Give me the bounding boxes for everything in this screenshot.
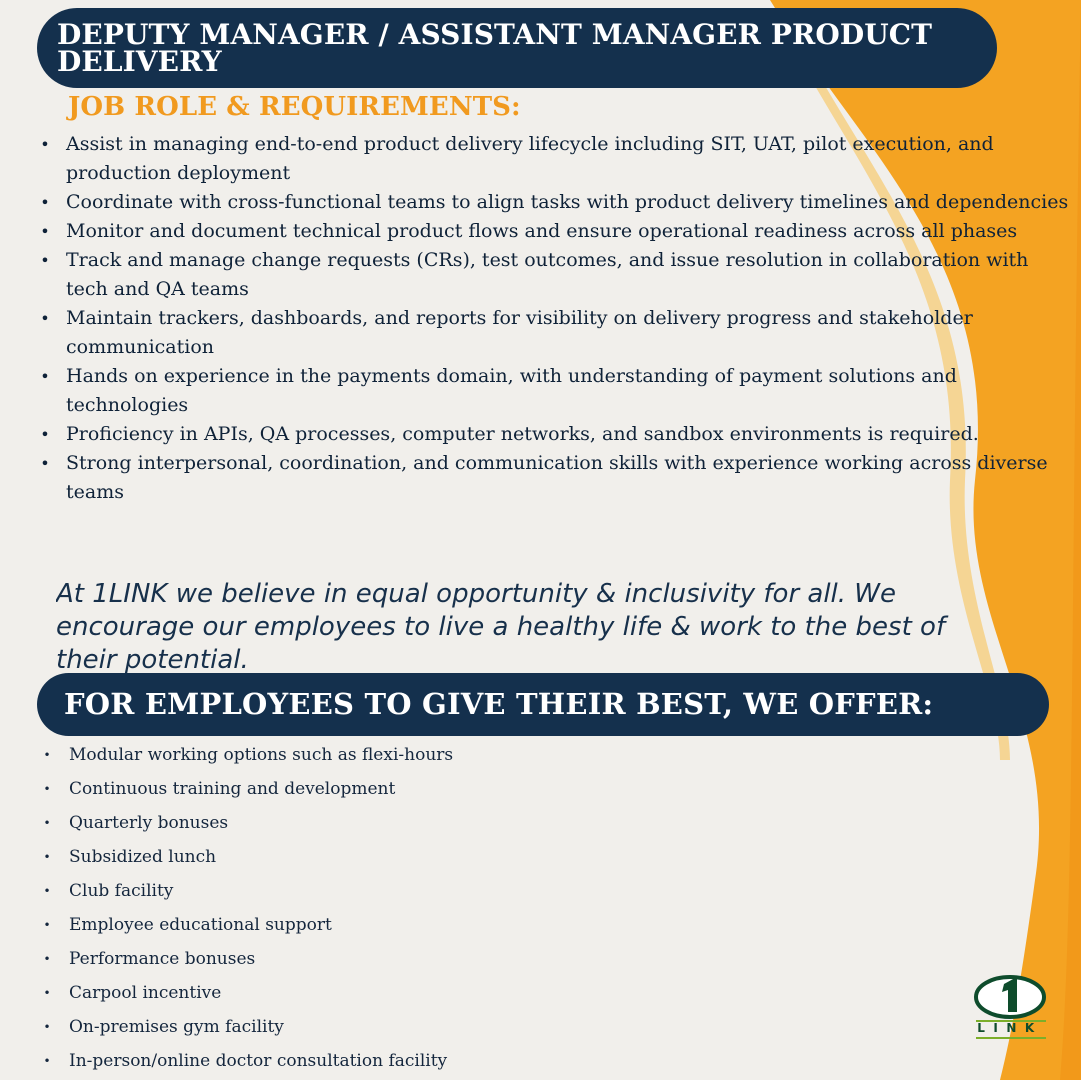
list-item-text: Maintain trackers, dashboards, and reports for visibility on delivery progress and stakeholder communication — [66, 307, 973, 358]
bullet-icon: • — [43, 782, 51, 796]
list-item — [38, 362, 1070, 420]
list-item-text: Proficiency in APIs, QA processes, computer networks, and sandbox environments is required. — [66, 423, 979, 445]
logo-emblem-icon — [968, 970, 1052, 1020]
requirements-list — [38, 130, 1070, 507]
list-item — [38, 188, 1070, 217]
offers-heading: FOR EMPLOYEES TO GIVE THEIR BEST, WE OFFER: — [64, 687, 934, 721]
list-item-text: Continuous training and development — [69, 779, 396, 799]
bullet-icon: • — [40, 454, 50, 473]
bullet-icon: • — [43, 1054, 51, 1068]
list-item-text: Performance bonuses — [69, 949, 256, 969]
bullet-icon: • — [40, 135, 50, 154]
list-item — [42, 772, 742, 806]
job-title: DEPUTY MANAGER / ASSISTANT MANAGER PRODUCT DELIVERY — [57, 18, 933, 78]
list-item — [38, 246, 1070, 304]
bullet-icon: • — [43, 748, 51, 762]
offers-banner — [37, 673, 1049, 736]
1link-logo — [968, 970, 1052, 1044]
list-item — [42, 1044, 742, 1078]
bullet-icon: • — [40, 251, 50, 270]
list-item — [38, 130, 1070, 188]
list-item-text: Strong interpersonal, coordination, and communication skills with experience working across diverse teams — [66, 452, 1048, 503]
logo-bar-bottom — [976, 1037, 1046, 1039]
bullet-icon: • — [40, 425, 50, 444]
list-item — [42, 738, 742, 772]
list-item-text: In-person/online doctor consultation facility — [69, 1051, 448, 1071]
offers-list — [42, 738, 742, 1078]
list-item-text: Employee educational support — [69, 915, 332, 935]
list-item — [42, 806, 742, 840]
bullet-icon: • — [40, 193, 50, 212]
list-item-text: On-premises gym facility — [69, 1017, 284, 1037]
list-item — [42, 840, 742, 874]
list-item-text: Modular working options such as flexi-hours — [69, 745, 454, 765]
bullet-icon: • — [43, 1020, 51, 1034]
bullet-icon: • — [40, 309, 50, 328]
list-item-text: Hands on experience in the payments domain, with understanding of payment solutions and technologies — [66, 365, 957, 416]
list-item — [42, 976, 742, 1010]
logo-word: LINK — [977, 1021, 1043, 1035]
list-item-text: Quarterly bonuses — [69, 813, 229, 833]
list-item — [42, 874, 742, 908]
bullet-icon: • — [43, 816, 51, 830]
requirements-heading: JOB ROLE & REQUIREMENTS: — [68, 92, 521, 122]
job-title-banner — [37, 8, 997, 88]
bullet-icon: • — [40, 367, 50, 386]
list-item-text: Club facility — [69, 881, 174, 901]
inclusivity-statement: At 1LINK we believe in equal opportunity & inclusivity for all. We encourage our employees to live a healthy life & work to the best of their potential. — [56, 579, 946, 673]
list-item — [38, 217, 1070, 246]
list-item-text: Assist in managing end-to-end product delivery lifecycle including SIT, UAT, pilot execution, and production deployment — [66, 133, 994, 184]
list-item-text: Coordinate with cross-functional teams to align tasks with product delivery timelines and dependencies — [66, 191, 1069, 213]
list-item-text: Carpool incentive — [69, 983, 222, 1003]
list-item — [38, 304, 1070, 362]
list-item-text: Monitor and document technical product flows and ensure operational readiness across all phases — [66, 220, 1018, 242]
list-item-text: Subsidized lunch — [69, 847, 217, 867]
list-item — [42, 908, 742, 942]
bullet-icon: • — [43, 986, 51, 1000]
list-item — [42, 942, 742, 976]
list-item — [42, 1010, 742, 1044]
bullet-icon: • — [43, 952, 51, 966]
bullet-icon: • — [43, 850, 51, 864]
list-item — [38, 420, 1070, 449]
list-item-text: Track and manage change requests (CRs), test outcomes, and issue resolution in collaboration with tech and QA teams — [66, 249, 1029, 300]
bullet-icon: • — [40, 222, 50, 241]
bullet-icon: • — [43, 884, 51, 898]
bullet-icon: • — [43, 918, 51, 932]
list-item — [38, 449, 1070, 507]
